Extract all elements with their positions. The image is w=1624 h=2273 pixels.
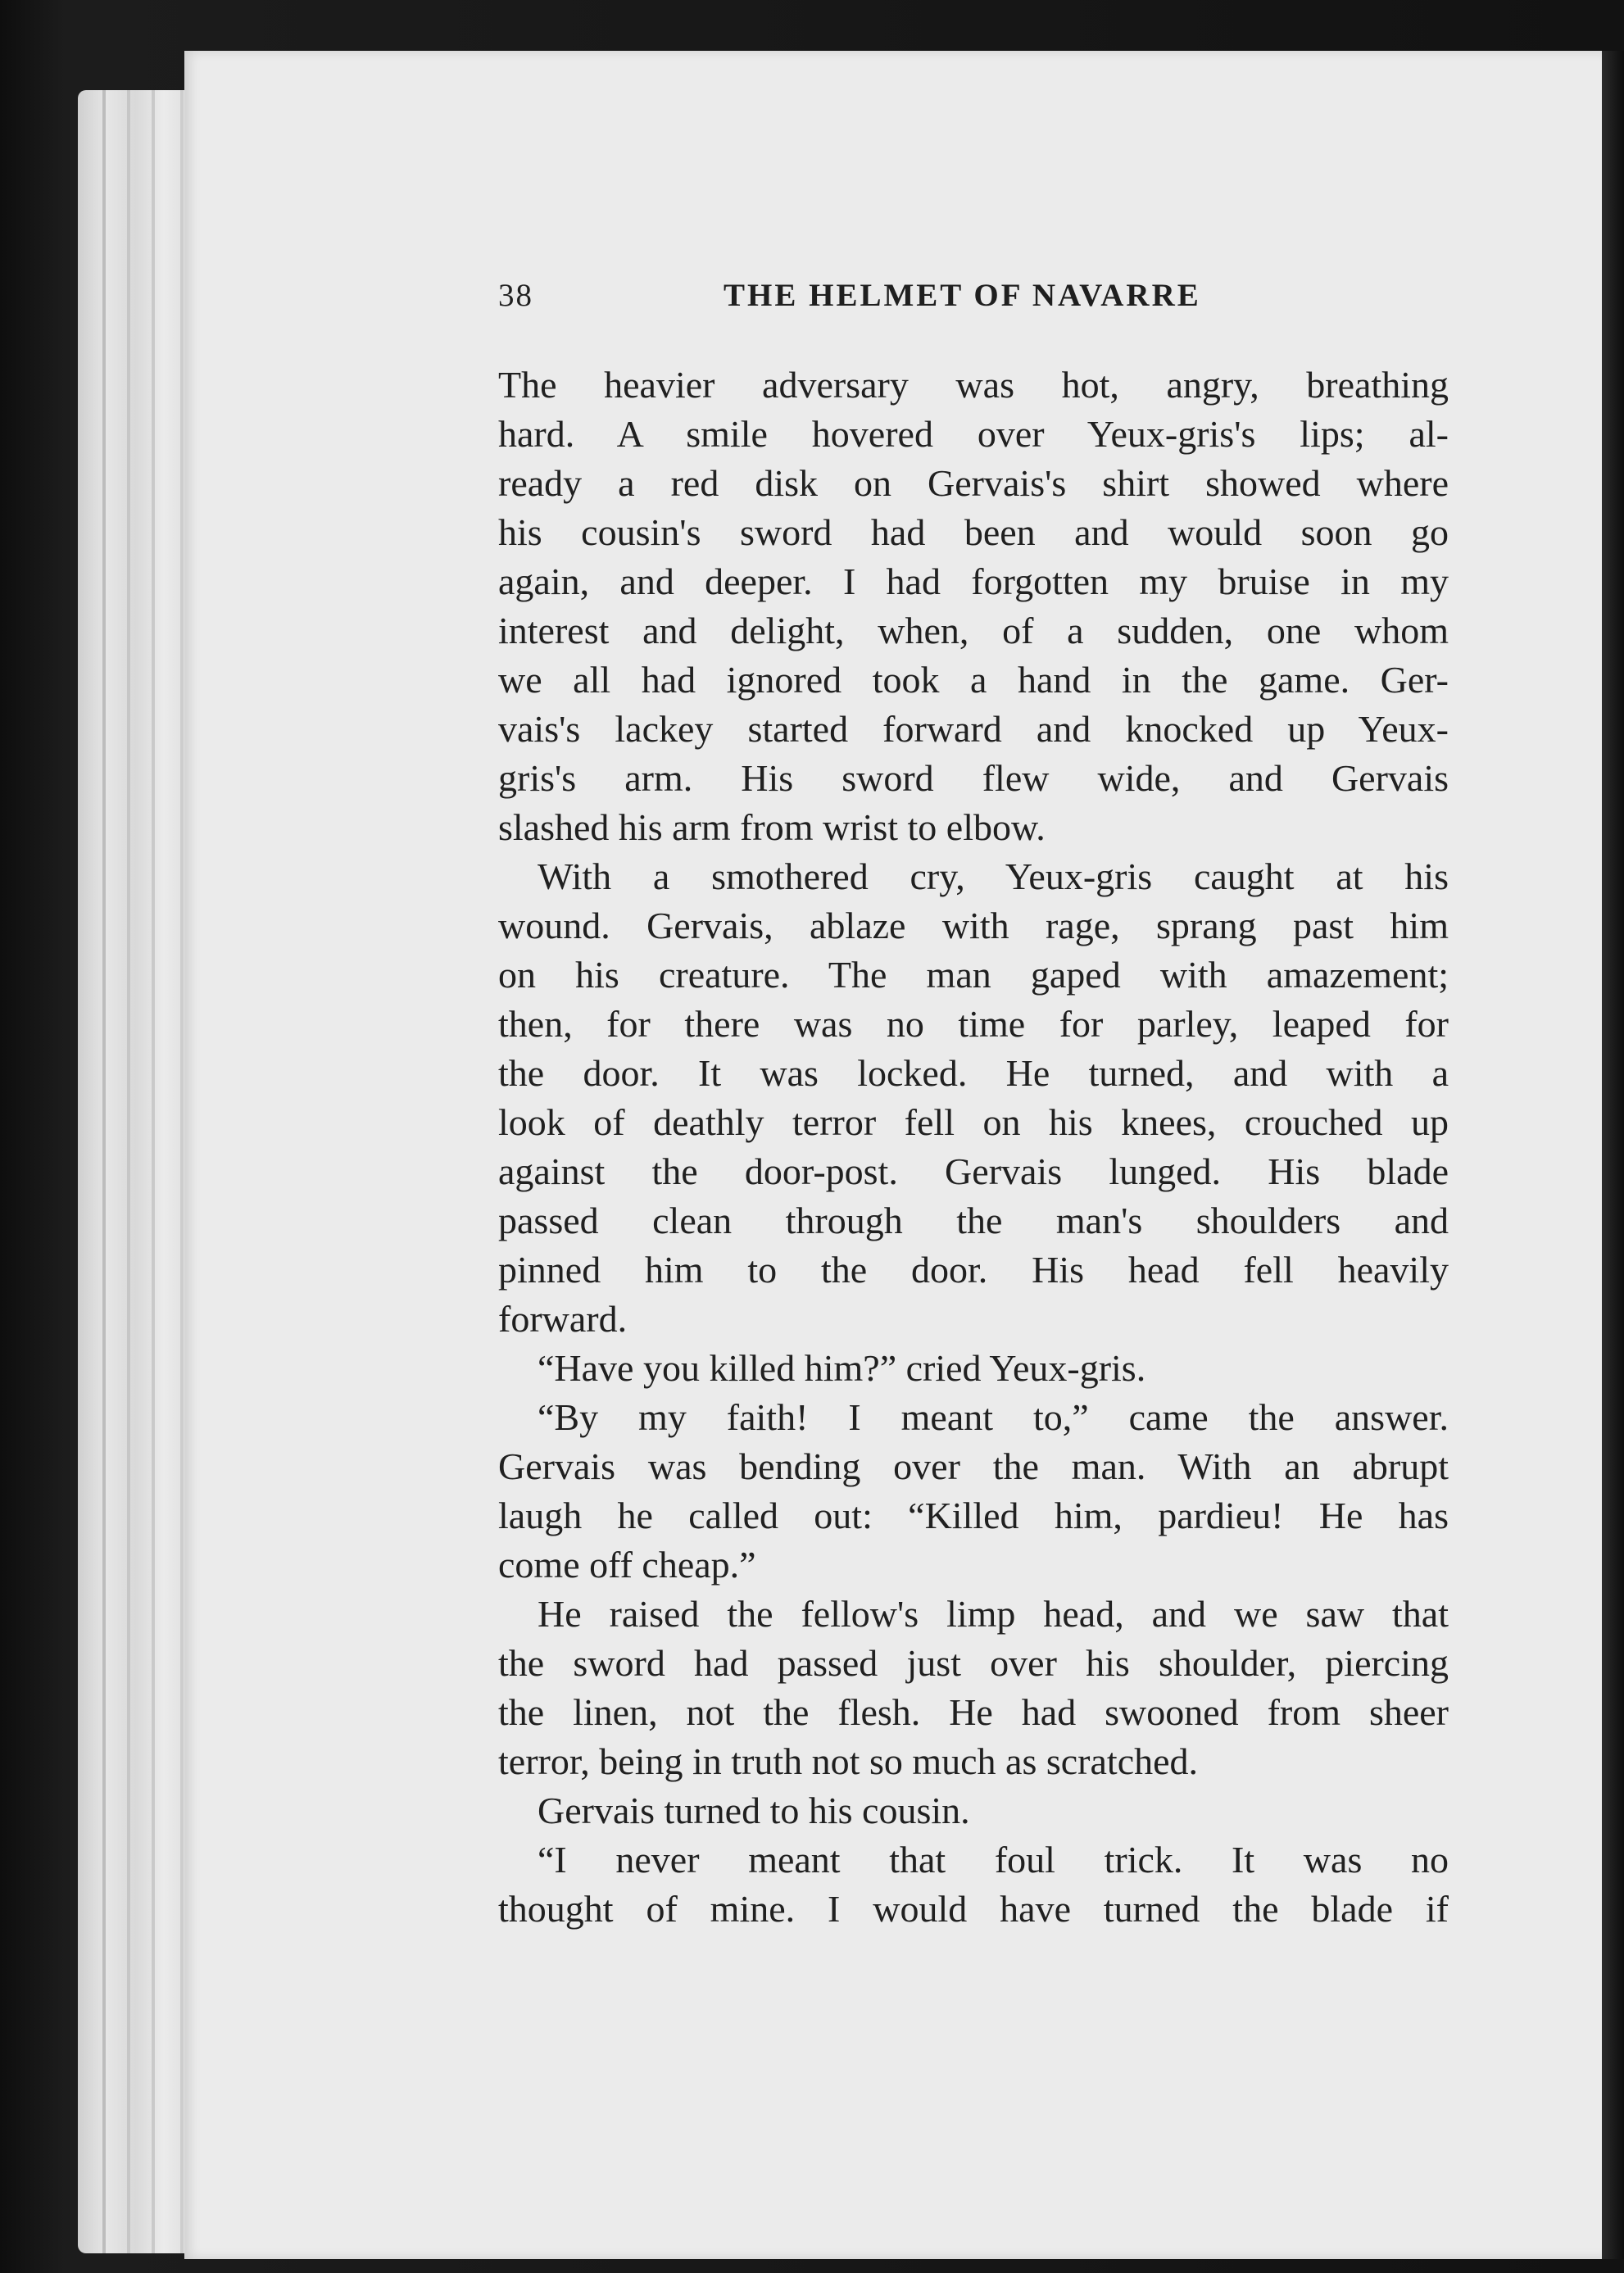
page-number: 38 [498,278,533,313]
running-head [498,277,1449,326]
text-line: hard. A smile hovered over Yeux-gris's lips; al- [498,413,1449,455]
text-line: interest and delight, when, of a sudden, one whom [498,610,1449,651]
text-line: ready a red disk on Gervais's shirt showed where [498,462,1449,504]
text-line: vais's lackey started forward and knocked up Yeux- [498,708,1449,750]
text-line: Gervais was bending over the man. With an abrupt [498,1445,1449,1487]
text-line: terror, being in truth not so much as scratched. [498,1740,1199,1782]
text-line: come off cheap.” [498,1544,756,1586]
text-line: Gervais turned to his cousin. [538,1790,970,1831]
text-line: the door. It was locked. He turned, and with a [498,1052,1449,1094]
text-line: on his creature. The man gaped with amazement; [498,954,1449,996]
text-line: slashed his arm from wrist to elbow. [498,806,1046,848]
text-line: “I never meant that foul trick. It was no [538,1839,1449,1881]
text-line: pinned him to the door. His head fell heavily [498,1249,1449,1291]
text-line: “By my faith! I meant to,” came the answer. [538,1396,1449,1438]
text-line: against the door-post. Gervais lunged. His blade [498,1150,1449,1192]
text-line: thought of mine. I would have turned the blade if [498,1888,1449,1930]
text-line: passed clean through the man's shoulders and [498,1200,1449,1241]
text-line: his cousin's sword had been and would soon go [498,511,1449,553]
text-line: wound. Gervais, ablaze with rage, sprang past him [498,905,1449,946]
text-line: we all had ignored took a hand in the game. Ger- [498,659,1449,701]
text-line: He raised the fellow's limp head, and we saw that [538,1593,1449,1635]
text-line: With a smothered cry, Yeux-gris caught at his [538,855,1449,897]
text-line: laugh he called out: “Killed him, pardieu! He has [498,1495,1449,1536]
text-line: the linen, not the flesh. He had swooned from sheer [498,1691,1449,1733]
text-line: then, for there was no time for parley, leaped for [498,1003,1449,1045]
text-line: forward. [498,1298,628,1340]
text-line: the sword had passed just over his shoulder, piercing [498,1642,1449,1684]
text-line: “Have you killed him?” cried Yeux-gris. [538,1347,1146,1389]
text-line: The heavier adversary was hot, angry, breathing [498,364,1449,406]
body-text [498,361,1449,1934]
binding-shadow [1602,51,1624,2259]
text-line: again, and deeper. I had forgotten my bruise in my [498,560,1449,602]
text-line: gris's arm. His sword flew wide, and Gervais [498,757,1449,799]
text-line: look of deathly terror fell on his knees, crouched up [498,1101,1449,1143]
page-title: THE HELMET OF NAVARRE [724,278,1201,313]
